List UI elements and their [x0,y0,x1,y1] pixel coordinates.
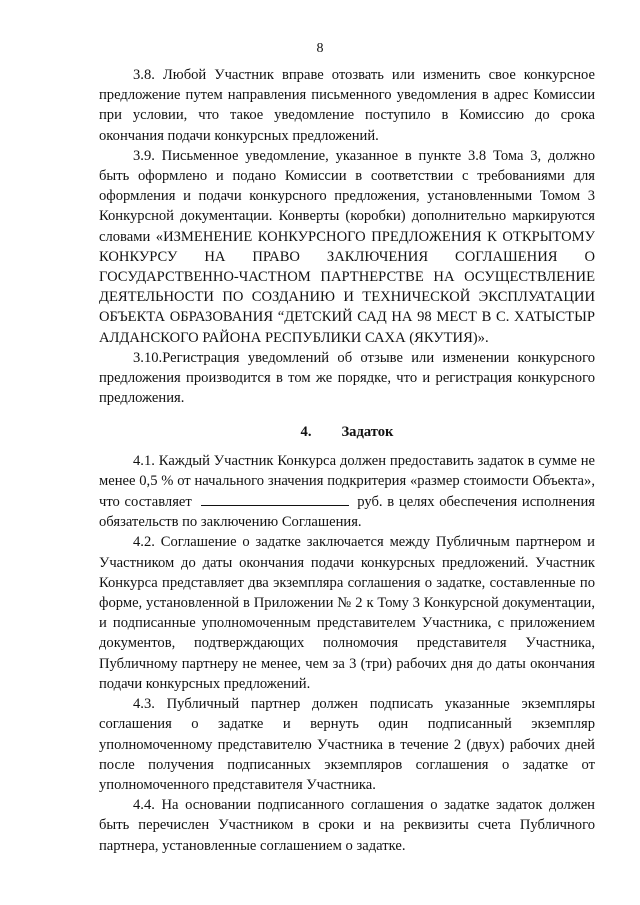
paragraph-4-4: 4.4. На основании подписанного соглашения о задатке задаток должен быть перечислен Участником в сроки и на реквизиты счета Публичного партнера, установленные соглашением о задатке. [99,797,595,854]
amount-blank-line [201,491,349,506]
paragraph-4-1 [99,451,595,533]
section-4-heading [99,422,595,442]
paragraph-4-2: 4.2. Соглашение о задатке заключается между Публичным партнером и Участником до даты окончания подачи конкурсных предложений. Участник Конкурса представляет два экземпляра соглашения о задатке, составленные по форме, установленной в Приложении № 2 к Тому 3 Конкурсной документации, и подписанные уполномоченным представителем Участника, с приложением документов, подтверждающих полномочия представителя Участника, Публичному партнеру не менее, чем за 3 (три) рабочих дня до даты окончания подачи конкурсных предложений. [99,534,595,692]
section-title: Задаток [341,424,394,441]
paragraph-3-9: 3.9. Письменное уведомление, указанное в пункте 3.8 Тома 3, должно быть оформлено и подано Комиссии в соответствии с требованиями для оформления и подачи конкурсного предложения, установленными Томом 3 Конкурсной документации. Конверты (коробки) дополнительно маркируются словами «ИЗМЕНЕНИЕ КОНКУРСНОГО ПРЕДЛОЖЕНИЯ К ОТКРЫТОМУ КОНКУРСУ НА ПРАВО ЗАКЛЮЧЕНИЯ СОГЛАШЕНИЯ О ГОСУДАРСТВЕННО-ЧАСТНОМ ПАРТНЕРСТВЕ НА ОСУЩЕСТВЛЕНИЕ ДЕЯТЕЛЬНОСТИ ПО СОЗДАНИЮ И ТЕХНИЧЕСКОЙ ЭКСПЛУАТАЦИИ ОБЪЕКТА ОБРАЗОВАНИЯ “ДЕТСКИЙ САД НА 98 МЕСТ В С. ХАТЫСТЫР АЛДАНСКОГО РАЙОНА РЕСПУБЛИКИ САХА (ЯКУТИЯ)». [99,147,595,346]
paragraph-3-10: 3.10.Регистрация уведомлений об отзыве или изменении конкурсного предложения производится в том же порядке, что и регистрация конкурсного предложения. [99,349,595,407]
paragraph-4-1-text-after: руб. в целях обеспечения исполнения обязательств по заключению Соглашения. [99,494,596,531]
paragraph-4-1-text-before: 4.1. Каждый Участник Конкурса должен предоставить задаток в сумме не менее 0,5 % от начального значения подкритерия «размер стоимости Объекта», что составляет [99,452,595,511]
paragraph-4-3: 4.3. Публичный партнер должен подписать указанные экземпляры соглашения о задатке и вернуть один подписанный экземпляр уполномоченному представителю Участника в течение 2 (двух) рабочих дней после получения подписанных экземпляров соглашения о задатке от уполномоченного представителя Участника. [99,696,595,793]
paragraph-3-8: 3.8. Любой Участник вправе отозвать или изменить свое конкурсное предложение путем направления письменного уведомления в адрес Комиссии при условии, что такое уведомление поступило в Комиссию до срока окончания подачи конкурсных предложений. [99,67,595,144]
page-number: 8 [316,41,324,56]
section-number: 4. [300,424,312,441]
document-body [99,65,595,856]
